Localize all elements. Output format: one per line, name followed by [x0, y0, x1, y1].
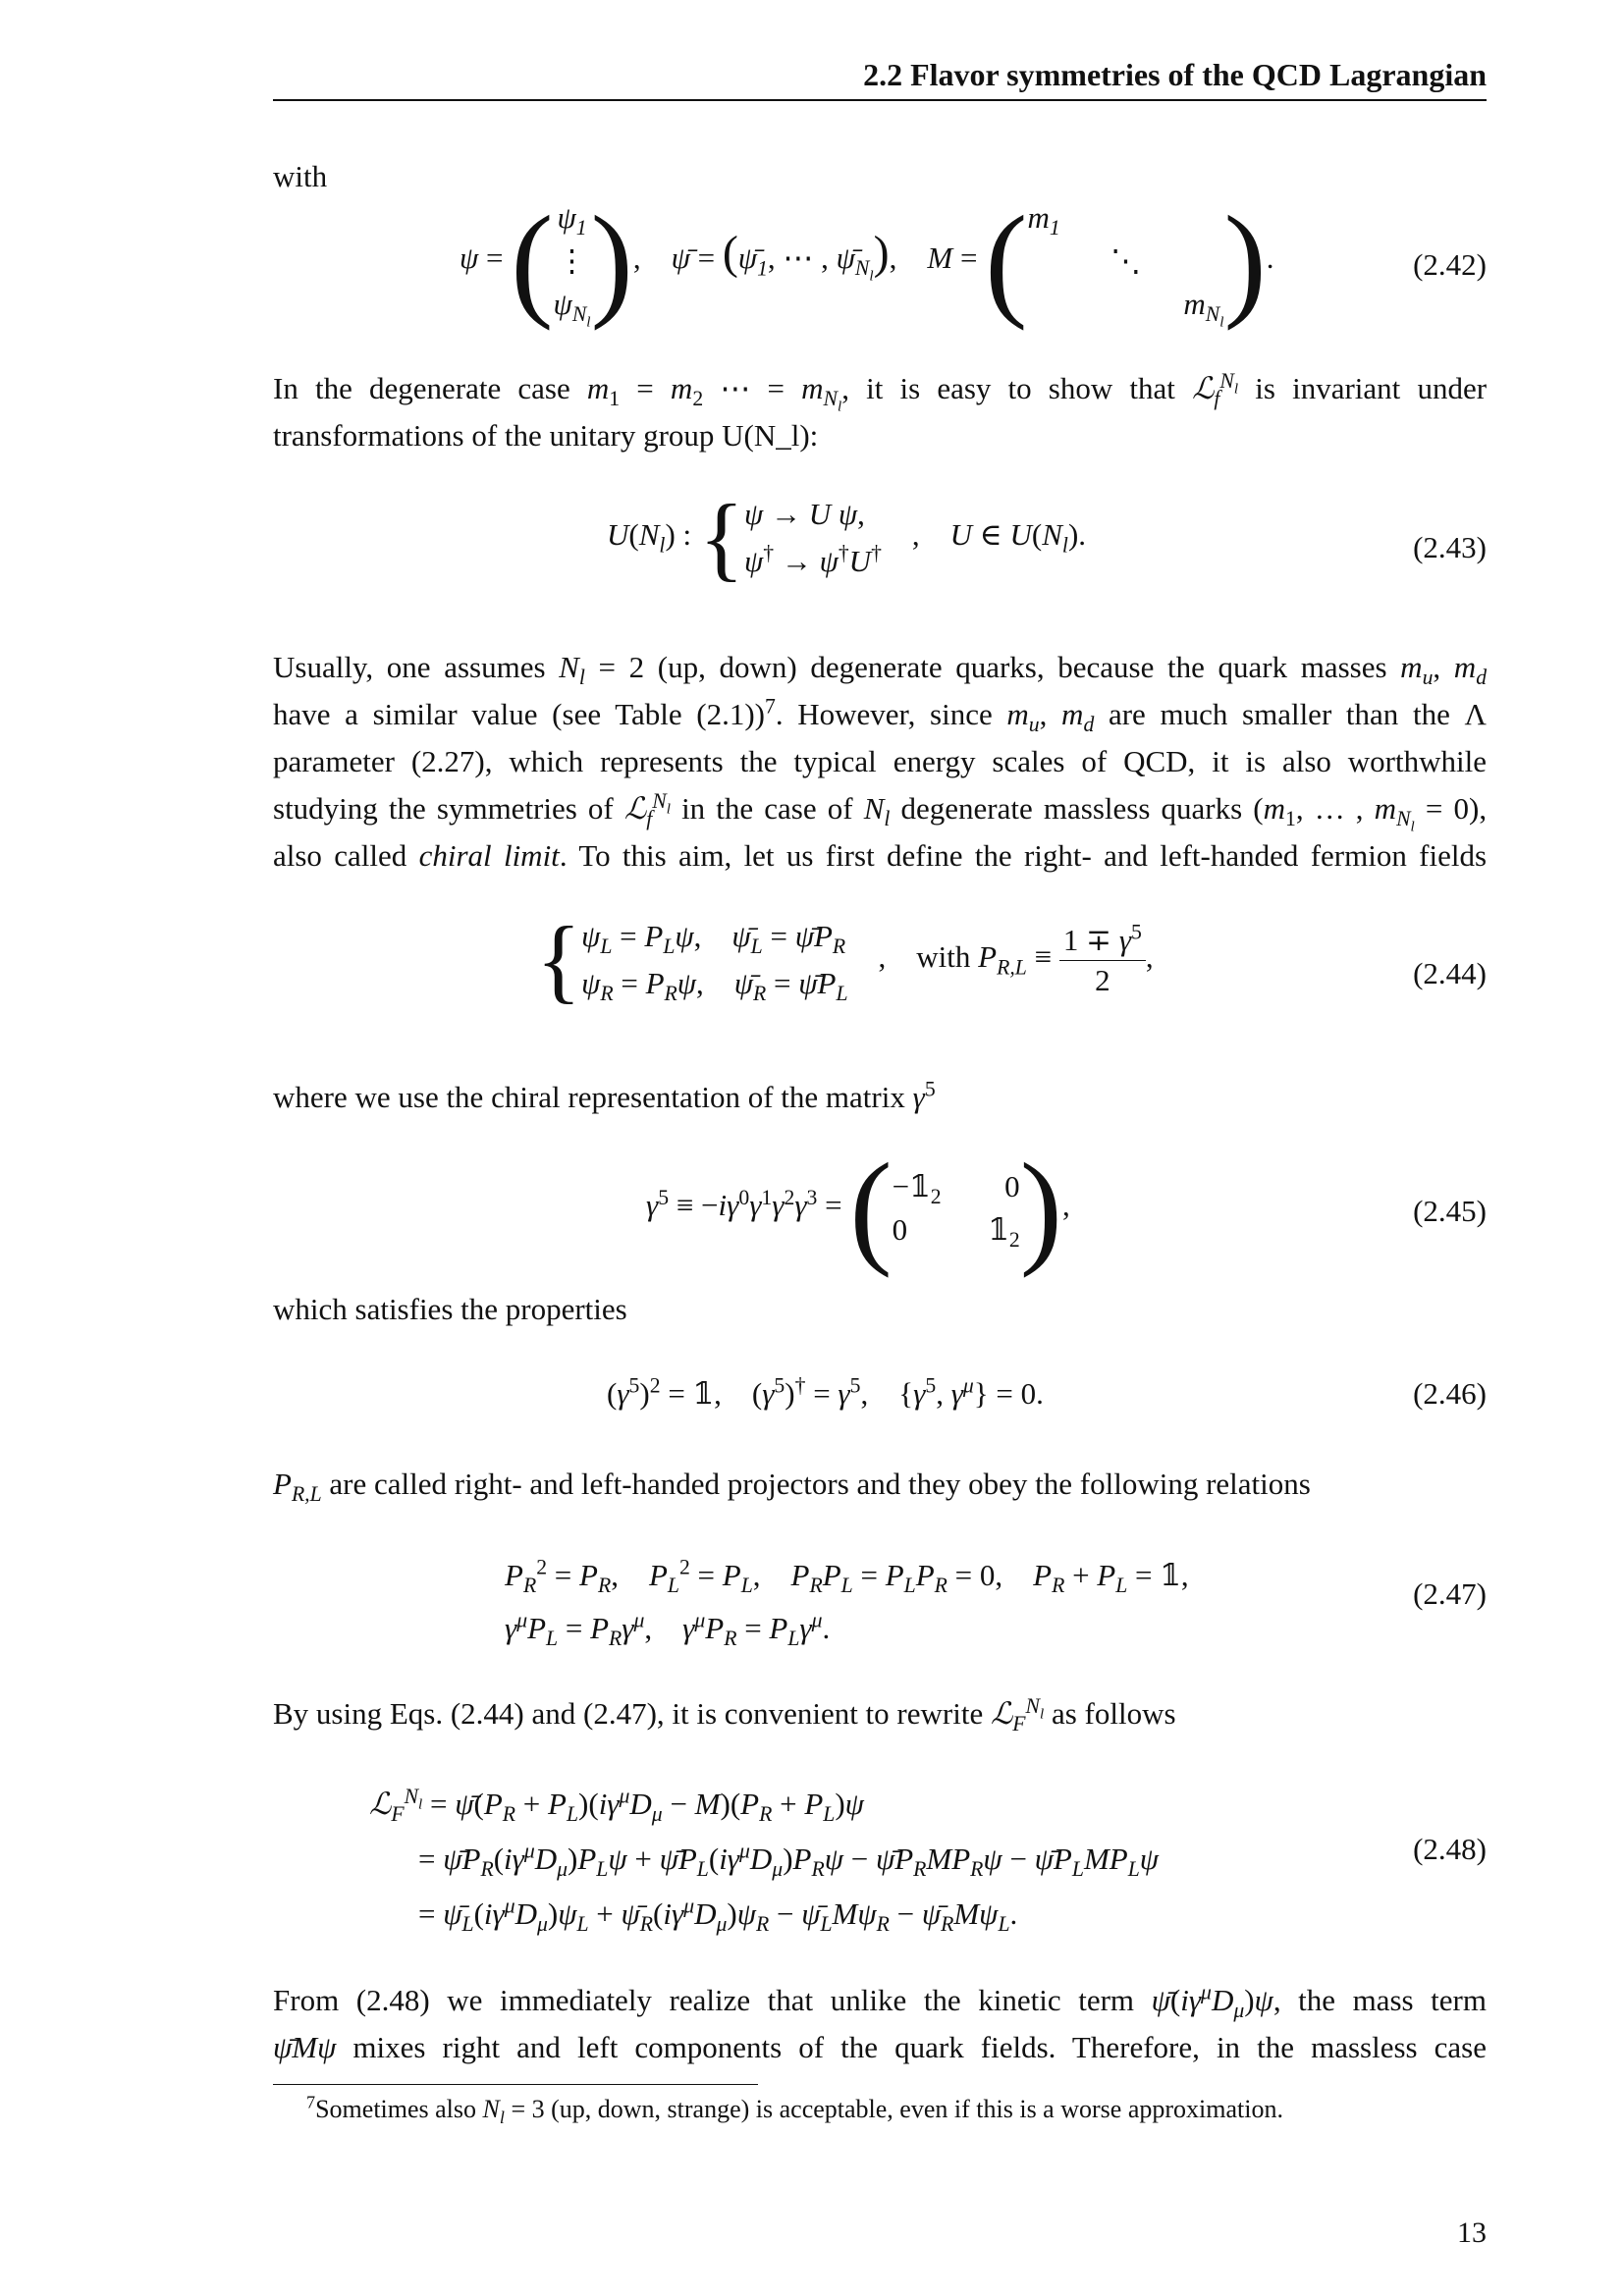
text: which satisfies the properties [273, 1292, 627, 1326]
equation-2-47-body: $P_R^2 = P_R$, $P_L^2 = P_L$, $P_RP_L = P_LP_R = 0$, $P_R + P_L$ = 𝟙, $\gamma^\mu P_L = P_R\gamma^\mu$, $\gamma^\mu P_R = P_L\gamma^\mu$. [505, 1555, 1189, 1651]
text: degenerate massless quarks [900, 791, 1243, 826]
text: as follows [1051, 1696, 1176, 1731]
paragraph-7: From (2.48) we immediately realize that unlike the kinetic term $\psī(i\gamma^\mu D_\mu)\psi$, the mass term ψ̄Mψ mixes right and left components of the quark fields. Therefore, in the massless case [273, 1980, 1487, 2064]
paragraph-4 [273, 1286, 1487, 1333]
text: . To this aim, let us first define the right- and left-handed fermion fields [559, 838, 1488, 873]
equation-number: (2.46) [1413, 1376, 1487, 1411]
text: parameter (2.27), which represents the typical energy scales of QCD, it is also worthwhile [273, 744, 1487, 778]
equation-2-44-body: {$\psi_L = P_L\psi$, $\psī_L$ = $\psīP_R$ $\psi_R = P_R\psi$, $\psī_R$ = $\psīP_L$ , with $P_{R,L}$ ≡ $\frac{1 \mp \gamma^5}{2}$ , [536, 907, 1154, 1012]
equation-2-45-body: $\gamma^5 \equiv -i\gamma^0\gamma^1\gamma^2\gamma^3$ = ( $-𝟙_2$ 0 0 $𝟙_2$ ), [646, 1138, 1070, 1279]
text-emphasis: chiral limit [418, 838, 560, 873]
equation-number: (2.48) [1413, 1832, 1487, 1866]
text: in the case of [681, 791, 853, 826]
equation-2-48-body: ℒ$_F^{N_l}$ = $\psī(P_R + P_L)(i\gamma^\mu D_\mu - M)(P_R + P_L)\psi$ = $\psīP_R(i\gamma^\mu D_\mu)P_L\psi$ + $\psīP_L(i\gamma^\mu D_\mu)P_R\psi$ − $\psīP_RMP_R\psi$ − $\psīP_LMP_L\psi$ = $\psī_L(i\gamma^\mu D_\mu)\psi_L$ + $\psī_R(i\gamma^\mu D_\mu)\psi_R$ − $\psī_LM\psi_R$ − $\psī_RM\psi_L$. [369, 1784, 1160, 1937]
text: are called right- and left-handed projectors and they obey the following relations [329, 1467, 1311, 1501]
equation-2-46 [273, 1373, 1487, 1435]
text-with: with [273, 159, 328, 193]
text: (up, down, strange) is acceptable, even if this is a worse approximation. [551, 2095, 1283, 2123]
page-number: 13 [1457, 2216, 1487, 2249]
text: where we use the chiral representation of the matrix [273, 1080, 905, 1114]
equation-number: (2.47) [1413, 1576, 1487, 1611]
footnote-rule [273, 2084, 758, 2085]
eq-comma: , [911, 517, 920, 553]
text: transformations of the unitary group U(N_l): [273, 418, 819, 453]
text: (up, down) degenerate quarks, because the quark masses [657, 650, 1387, 684]
text: Usually, one assumes [273, 650, 546, 684]
text: are much smaller than the Λ [1108, 697, 1487, 731]
text: In the degenerate case [273, 371, 570, 405]
footnote: $^7$Sometimes also $N_l = 3$ (up, down, strange) is acceptable, even if this is a worse approximation. [306, 2092, 1283, 2128]
equation-2-42 [273, 190, 1487, 344]
equation-2-48 [273, 1777, 1487, 1944]
equation-2-43 [273, 485, 1487, 618]
text: have a similar value (see Table (2.1)) [273, 697, 765, 731]
eq-with: with [916, 939, 971, 975]
paragraph-5: $P_{R,L}$ are called right- and left-handed projectors and they obey the following relations [273, 1467, 1311, 1507]
equation-number: (2.43) [1413, 530, 1487, 564]
footnote-mark: 7 [306, 2092, 316, 2112]
paragraph-6: By using Eqs. (2.44) and (2.47), it is convenient to rewrite ℒ$_F^{N_l}$ as follows [273, 1693, 1176, 1736]
equation-number: (2.44) [1413, 956, 1487, 990]
equation-number: (2.45) [1413, 1194, 1487, 1228]
text: . However, since [775, 697, 993, 731]
text: From (2.48) we immediately realize that unlike the kinetic term [273, 1983, 1135, 2017]
text: Sometimes also [315, 2095, 477, 2123]
equation-2-46-body: $(\gamma^5)^2$ = 𝟙, $(\gamma^5)^\dagger = \gamma^5$, {$\gamma^5$, $\gamma^\mu\} = 0$. [607, 1373, 1044, 1411]
text: By using Eqs. (2.44) and (2.47), it is convenient to rewrite [273, 1696, 984, 1731]
paragraph-1: In the degenerate case $m_1 = m_2$ ⋯ = $m_{N_l}$, it is easy to show that ℒ$_f^{N_l}$ is invariant under transformations of the unitary group U(N_l): [273, 365, 1487, 459]
text: mixes right and left components of the quark fields. Therefore, in the massless case [352, 2030, 1487, 2064]
equation-2-43-body: $U(N_l)$ : {ψ → U ψ, ψ† → ψ†U† , U ∈ $U(N_l)$. [607, 485, 1087, 590]
equation-2-44 [273, 907, 1487, 1041]
paragraph-with [273, 153, 1487, 200]
text: , the mass term [1272, 1983, 1487, 2017]
text: is invariant under [1255, 371, 1488, 405]
equation-2-45 [273, 1138, 1487, 1282]
equation-2-42-body: ψ = ( $\psi_1$ ⋮ $\psi_{N_l}$), ψ̄ = ($\psī_1$, ⋯ , $\psī_{N_l}$), M = ( $m_1$ ⋱ $m_{N_l}$ ). [460, 190, 1274, 332]
equation-number: (2.42) [1413, 247, 1487, 282]
text: it is easy to show that [866, 371, 1175, 405]
running-header: 2.2 Flavor symmetries of the QCD Lagrangian [273, 57, 1487, 101]
paragraph-3: where we use the chiral representation of the matrix $\gamma^5$ [273, 1077, 936, 1114]
paragraph-2: Usually, one assumes $N_l = 2$ (up, down) degenerate quarks, because the quark masses $m_u$, $m_d$ have a similar value (see Table (2.1))$^7$. However, since $m_u$, $m_d$ are much smaller than the Λ parameter (2.27), which represents the typical energy scales of QCD, it is also worthwhile studying the symmetries of ℒ$_f^{N_l}$ in the case of $N_l$ degenerate massless quarks ($m_1$, … , $m_{N_l} = 0$), also called chiral limit. To this aim, let us first define the right- and left-handed fermion fields [273, 650, 1488, 873]
equation-2-47 [273, 1549, 1487, 1657]
text: studying the symmetries of [273, 791, 614, 826]
text: also called [273, 838, 407, 873]
